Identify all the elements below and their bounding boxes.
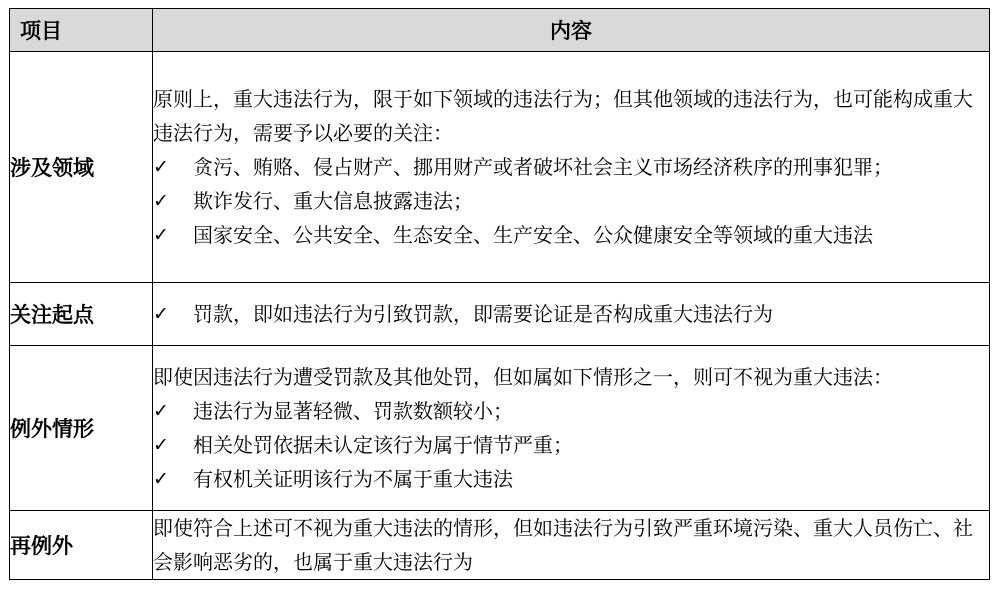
exception-intro: 即使因违法行为遭受罚款及其他处罚，但如属如下情形之一，则可不视为重大违法： (153, 365, 893, 389)
exception-item-1: 违法行为显著轻微、罚款数额较小； (193, 399, 513, 423)
row-content-reexception (153, 511, 990, 580)
row-label-domain: 涉及领域 (10, 52, 153, 283)
checkmark-icon: ✓ (153, 434, 169, 456)
checkmark-icon: ✓ (153, 190, 169, 212)
list-item (153, 297, 989, 331)
list-item (153, 184, 989, 218)
start-item-1: 罚款，即如违法行为引致罚款，即需要论证是否构成重大违法行为 (193, 302, 773, 326)
table-header-row (10, 9, 990, 52)
list-item (153, 428, 989, 462)
exception-item-2: 相关处罚依据未认定该行为属于情节严重； (193, 433, 573, 457)
row-content-start (153, 283, 990, 346)
checkmark-icon: ✓ (153, 468, 169, 490)
list-item (153, 462, 989, 496)
table-row-exception (10, 346, 990, 511)
legal-table (9, 8, 990, 580)
header-item: 项目 (10, 9, 153, 52)
domain-intro: 原则上，重大违法行为，限于如下领域的违法行为；但其他领域的违法行为，也可能构成重大违法行为，需要予以必要的关注： (153, 87, 973, 145)
checkmark-icon: ✓ (153, 156, 169, 178)
row-label-start: 关注起点 (10, 283, 153, 346)
table-row-domain (10, 52, 990, 283)
domain-item-3: 国家安全、公共安全、生态安全、生产安全、公众健康安全等领域的重大违法 (193, 223, 873, 247)
table-row-start (10, 283, 990, 346)
row-label-reexception: 再例外 (10, 511, 153, 580)
list-item (153, 394, 989, 428)
row-label-exception: 例外情形 (10, 346, 153, 511)
row-content-domain (153, 52, 990, 283)
row-content-exception (153, 346, 990, 511)
reexception-text: 即使符合上述可不视为重大违法的情形，但如违法行为引致严重环境污染、重大人员伤亡、社会影响恶劣的，也属于重大违法行为 (153, 516, 973, 574)
table-row-reexception (10, 511, 990, 580)
checkmark-icon: ✓ (153, 303, 169, 325)
domain-item-1: 贪污、贿赂、侵占财产、挪用财产或者破坏社会主义市场经济秩序的刑事犯罪； (193, 155, 893, 179)
list-item (153, 218, 989, 252)
checkmark-icon: ✓ (153, 400, 169, 422)
domain-item-2: 欺诈发行、重大信息披露违法； (193, 189, 473, 213)
checkmark-icon: ✓ (153, 224, 169, 246)
exception-item-3: 有权机关证明该行为不属于重大违法 (193, 467, 513, 491)
list-item (153, 150, 989, 184)
header-content: 内容 (153, 9, 990, 52)
